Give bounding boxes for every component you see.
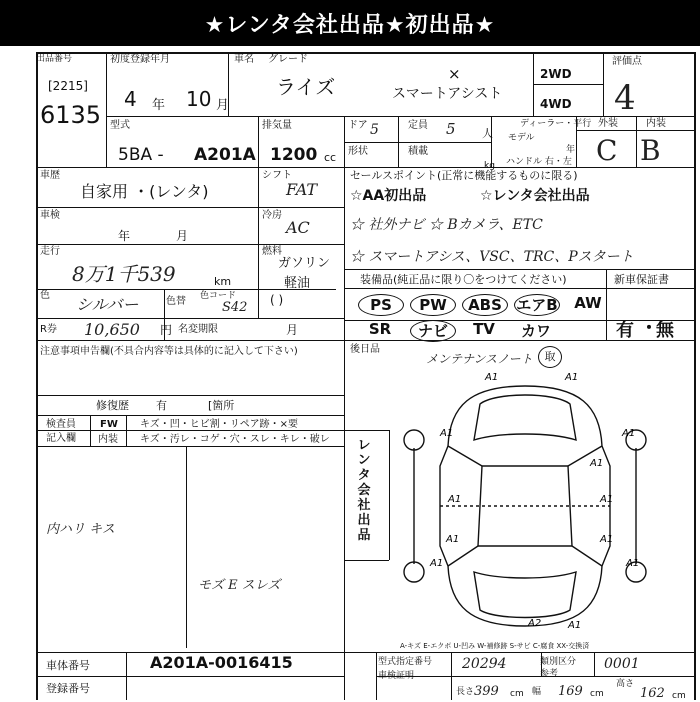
mileage-label: 走行 <box>40 246 60 257</box>
model-label: 型式 <box>110 120 130 131</box>
capacity-label: 定員 <box>408 120 428 131</box>
history-label: 車歴 <box>40 170 60 181</box>
reg-month: 10 <box>186 87 212 111</box>
model-prefix: 5BA - <box>118 145 164 165</box>
ac-label: 冷房 <box>262 210 282 221</box>
equip-item: PW <box>410 294 456 316</box>
type-spec-value: 20294 <box>462 656 507 672</box>
equip-title: 装備品(純正品に限り〇をつけてください) <box>360 273 567 286</box>
equip-item: TV <box>473 320 495 338</box>
fw-label: FW <box>100 419 118 430</box>
after-stamp: 取 <box>538 346 562 368</box>
inspector-label2: 記入欄 <box>46 433 76 444</box>
dealer-label: ディーラー・平行 <box>520 119 592 129</box>
damage-mark: A1 <box>565 372 579 383</box>
equip-item: ABS <box>462 294 508 316</box>
equip-item: エアB <box>514 294 560 316</box>
inspection-year-unit: 年 <box>118 229 131 243</box>
reg-year-unit: 年 <box>152 98 166 113</box>
model-year-label: モデル <box>508 133 535 143</box>
wheel-front-left <box>404 430 424 450</box>
length-unit: cm <box>510 689 524 699</box>
km-unit: km <box>214 275 232 288</box>
equip-item: カワ <box>520 322 551 340</box>
color-value: シルバー <box>76 295 139 314</box>
grade-x: × <box>448 65 461 83</box>
color-code-value: S42 <box>222 300 248 315</box>
width-unit: cm <box>590 689 604 699</box>
drive-2wd: 2WD <box>540 67 572 81</box>
name-change-month-unit: 月 <box>286 323 299 337</box>
interior-row-text: キズ・汚レ・コゲ・穴・スレ・キレ・破レ <box>140 434 330 445</box>
fuel-paren: ( ) <box>270 293 284 307</box>
fuel-value2: 軽油 <box>284 276 311 291</box>
damage-mark: A1 <box>590 458 604 469</box>
repair-parts-label: [箇所 <box>208 399 235 412</box>
height-label: 高さ <box>616 679 635 689</box>
load-label: 積載 <box>408 146 428 157</box>
drive-4wd: 4WD <box>540 97 572 111</box>
warranty-no: 無 <box>656 320 674 341</box>
recycle-label: R券 <box>40 324 57 335</box>
grade-label: グレード <box>268 54 308 65</box>
after-label: 後日品 <box>350 344 380 355</box>
damage-mark: A2 <box>528 618 542 629</box>
capacity-unit: 人 <box>482 127 493 140</box>
lot-small: [2215] <box>48 79 88 93</box>
equip-item: PS <box>358 294 404 316</box>
damage-mark: A1 <box>622 428 636 439</box>
width-value: 169 <box>558 684 583 699</box>
damage-legend: A-キズ E-エクボ U-凹み W-補修跡 S-サビ C-腐食 XX-交換済 <box>400 642 590 650</box>
kg-unit: kg <box>484 161 495 171</box>
ref-label: 参考 <box>540 669 559 679</box>
score-label: 評価点 <box>612 56 642 67</box>
notes-handwritten2: モズ E スレズ <box>198 578 281 593</box>
height-value: 162 <box>640 686 665 701</box>
history-value: 自家用 ・(レンタ) <box>80 182 209 201</box>
fw-text: キズ・凹・ヒビ割・リペア跡・×要 <box>140 419 298 430</box>
damage-mark: A1 <box>430 558 444 569</box>
chassis-value: A201A-0016415 <box>150 653 293 672</box>
warranty-label: 新車保証書 <box>614 273 669 286</box>
reg-month-unit: 月 <box>216 98 230 113</box>
repair-yes: 有 <box>156 399 167 412</box>
exterior-value: C <box>596 134 618 167</box>
interior-label: 内装 <box>646 118 666 129</box>
color-code-label: 色コード <box>200 291 237 301</box>
damage-mark: A1 <box>446 534 460 545</box>
damage-mark: A1 <box>600 534 614 545</box>
damage-mark: A1 <box>600 494 614 505</box>
fuel-label: 燃料 <box>262 246 282 257</box>
car-hood <box>474 395 576 440</box>
reg-label: 初度登録年月 <box>110 54 170 65</box>
car-trunk <box>474 572 576 618</box>
damage-mark: A1 <box>485 372 499 383</box>
interior-value: B <box>640 134 661 167</box>
equip-item: SR <box>368 320 392 338</box>
warranty-dot: ・ <box>640 318 658 339</box>
chassis-label: 車体番号 <box>46 659 90 672</box>
length-label: 長さ <box>456 687 475 697</box>
cert-label: 車検証明 <box>378 671 415 681</box>
sales-line2: ☆ 社外ナビ ☆ Bカメラ、ETC <box>350 217 543 233</box>
interior-row-label: 内装 <box>98 434 118 445</box>
cc-unit: cc <box>324 151 337 164</box>
door-label: ドア <box>348 120 368 131</box>
wheel-rear-left <box>404 562 424 582</box>
lot-label: 出品番号 <box>36 54 73 64</box>
model-code: A201A <box>194 145 256 165</box>
reg-number-label: 登録番号 <box>46 682 90 695</box>
warranty-yes: 有 <box>616 320 634 341</box>
banner: ★レンタ会社出品★初出品★ <box>0 0 700 46</box>
mileage-value: 8万1千539 <box>72 262 176 286</box>
color-label: 色 <box>40 290 50 301</box>
length-value: 399 <box>474 684 499 699</box>
notes-title: 注意事項申告欄(不具合内容等は具体的に記入して下さい) <box>40 346 298 357</box>
notes-handwritten1: 内ハリ キス <box>46 522 115 537</box>
sales-title: セールスポイント(正常に機能するものに限る) <box>350 169 578 182</box>
width-label: 幅 <box>532 687 542 697</box>
class-value: 0001 <box>604 656 640 672</box>
damage-mark: A1 <box>568 620 582 631</box>
inspector-label1: 検査員 <box>46 419 76 430</box>
equip-item: ナビ <box>410 320 456 342</box>
equip-item: AW <box>574 294 602 312</box>
exterior-label: 外装 <box>598 118 618 129</box>
reg-year: 4 <box>124 87 137 111</box>
sales-line3: ☆ スマートアシス、VSC、TRC、Pスタート <box>350 249 634 265</box>
color-change-label: 色替 <box>166 296 186 307</box>
cc-value: 1200 <box>270 145 318 165</box>
inspection-month-unit: 月 <box>176 229 189 243</box>
car-diagram <box>400 366 650 636</box>
shift-value: FAT <box>286 180 318 199</box>
damage-mark: A1 <box>626 558 640 569</box>
shape-label: 形状 <box>348 146 368 157</box>
car-name: ライズ <box>276 75 336 99</box>
cc-label: 排気量 <box>262 120 292 131</box>
handle-label: ハンドル 右・左 <box>506 157 572 167</box>
recycle-value: 10,650 <box>84 320 140 339</box>
damage-mark: A1 <box>440 428 454 439</box>
door-value: 5 <box>370 122 379 138</box>
ac-value: AC <box>286 218 310 237</box>
capacity-value: 5 <box>446 120 456 138</box>
damage-mark: A1 <box>448 494 462 505</box>
shift-label: シフト <box>262 170 292 181</box>
class-label: 類別区分 <box>540 657 577 667</box>
inspection-label: 車検 <box>40 210 60 221</box>
after-value: メンテナンスノート <box>426 352 533 366</box>
repair-label: 修復歴 <box>96 399 129 412</box>
fuel-value: ガソリン <box>278 256 331 271</box>
sales-line1a: ☆AA初出品 <box>350 188 427 204</box>
type-spec-label: 型式指定番号 <box>378 657 433 667</box>
score: 4 <box>614 78 636 118</box>
grade: スマートアシスト <box>392 86 503 102</box>
yen-unit: 円 <box>160 323 173 337</box>
sales-line1b: ☆レンタ会社出品 <box>480 188 590 204</box>
name-label: 車名 <box>234 54 254 65</box>
height-unit: cm <box>672 691 686 701</box>
lot-number: 6135 <box>40 101 102 129</box>
name-change-label: 名変期限 <box>178 324 218 335</box>
rental-vertical: レンタ会社出品 <box>357 438 371 543</box>
model-year-unit: 年 <box>566 145 576 155</box>
